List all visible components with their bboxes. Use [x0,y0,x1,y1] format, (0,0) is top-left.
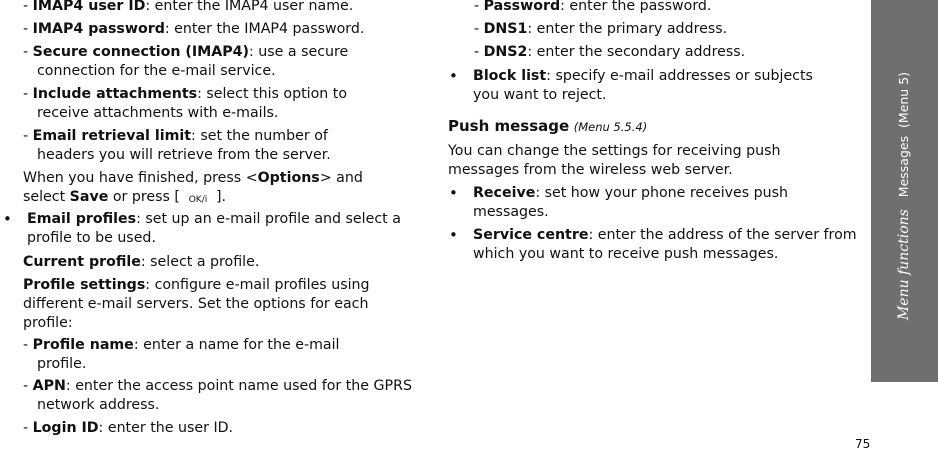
email-profiles-item: • Email profiles: set up an e-mail profile and select a profile to be used. [3,210,401,246]
page-number: 75 [855,437,871,451]
imap-password-item: - IMAP4 password: enter the IMAP4 password. [23,20,422,39]
bullet-icon: • [449,184,458,202]
profile-name-item: - Profile name: enter a name for the e-mail profile. [23,336,392,374]
push-intro-paragraph: You can change the settings for receiving push messages from the wireless web server. [448,143,781,178]
apn-item: - APN: enter the access point name used for the GPRS network address. [23,377,417,415]
profile-settings-item: Profile settings: configure e-mail profiles using different e-mail servers. Set the options for each profile: [23,277,370,331]
bullet-icon: • [3,210,12,228]
login-id-item: - Login ID: enter the user ID. [23,419,417,438]
bullet-icon: • [449,67,458,85]
section-side-label: Menu functions Messages (Menu 5) [896,71,912,321]
secure-connection-item: - Secure connection (IMAP4): use a secure connection for the e-mail service. [23,43,392,81]
current-profile-item: Current profile: select a profile. [23,254,260,270]
retrieval-limit-item: - Email retrieval limit: set the number of headers you will retrieve from the server. [23,127,382,165]
service-centre-item: • Service centre: enter the address of the server from which you want to receive push messages. [449,226,857,262]
imap-user-id-item: - IMAP4 user ID: enter the IMAP4 user name. [23,0,422,16]
bullet-icon: • [449,226,458,244]
include-attachments-item: - Include attachments: select this option to receive attachments with e-mails. [23,85,392,123]
receive-item: • Receive: set how your phone receives push messages. [449,184,789,220]
block-list-item: • Block list: specify e-mail addresses or subjects you want to reject. [449,67,813,103]
dns2-item: - DNS2: enter the secondary address. [474,43,858,62]
password-item: - Password: enter the password. [474,0,858,16]
dns1-item: - DNS1: enter the primary address. [474,20,858,39]
ok-key-icon: OK/i [188,195,208,205]
push-message-heading: Push message (Menu 5.5.4) [448,117,648,135]
finished-paragraph: When you have finished, press <Options> and select Save or press [ OK/i ]. [23,170,363,205]
